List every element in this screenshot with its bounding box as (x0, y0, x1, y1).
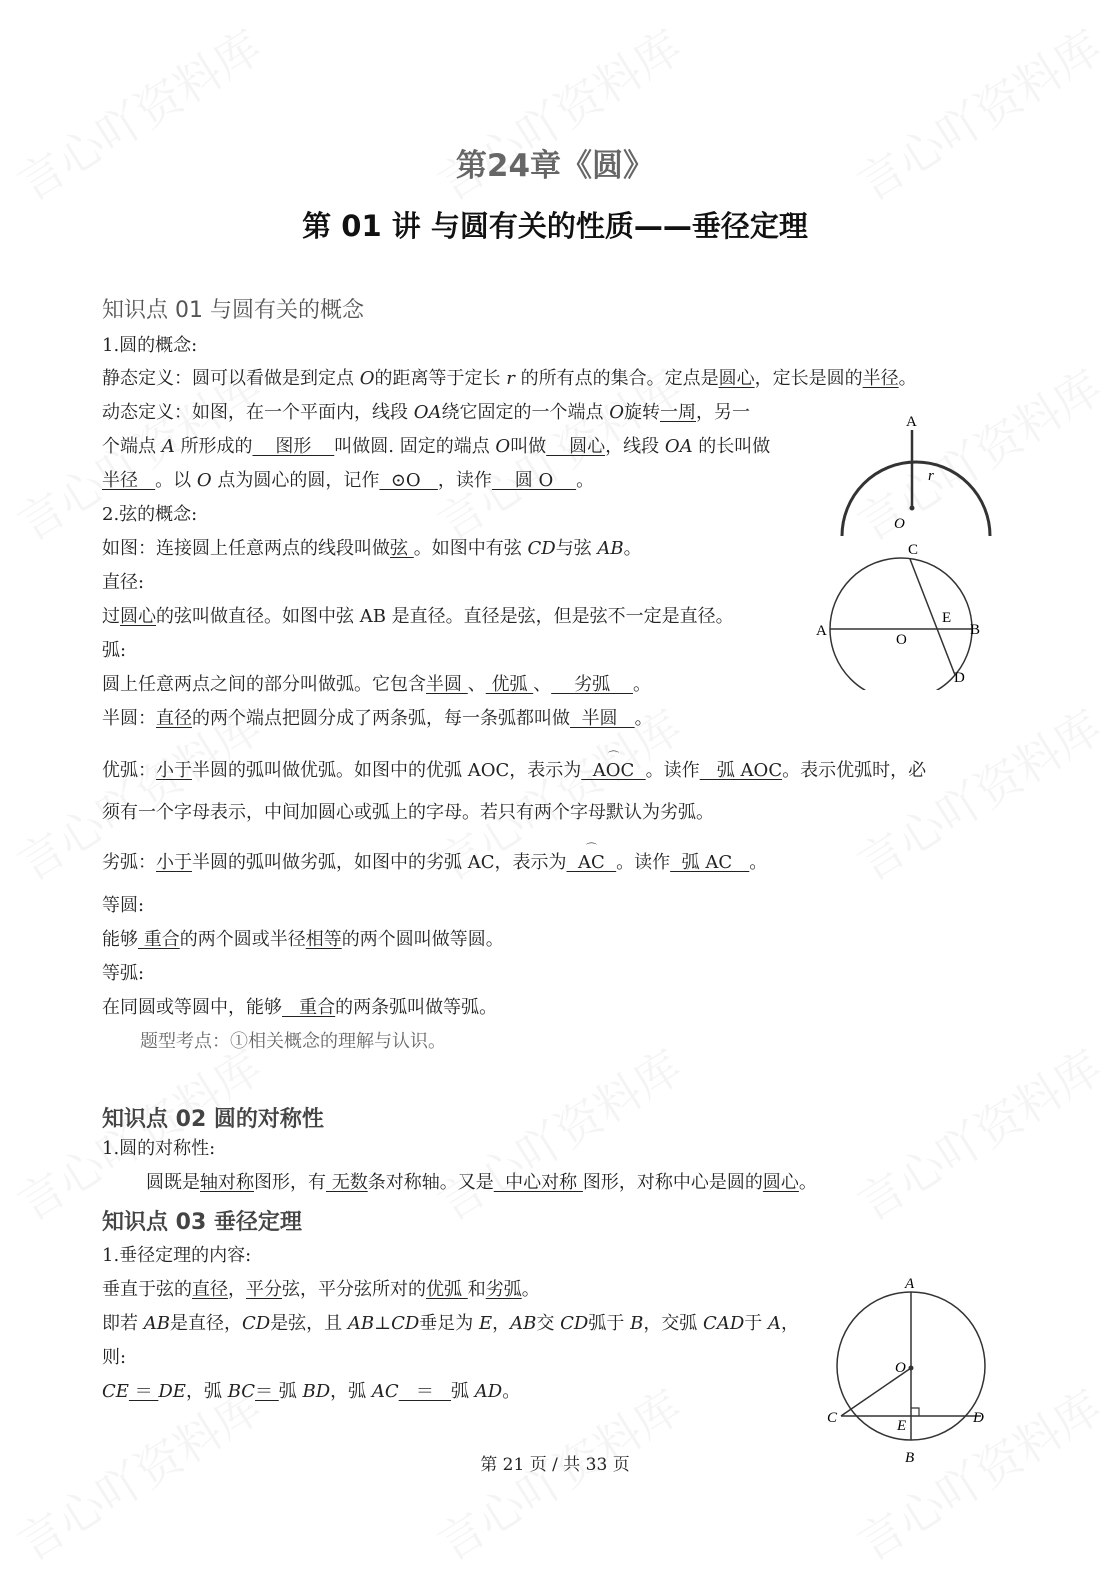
text-segment: 垂直于弦的 (102, 1279, 192, 1300)
answer-blank: 直径 (156, 708, 192, 729)
answer-blank: 小于 (156, 760, 192, 781)
text-segment: 交 (536, 1313, 561, 1334)
text-line (102, 503, 197, 527)
answer-blank: 中心对称 (493, 1172, 583, 1193)
text-segment: 1.圆的对称性: (102, 1138, 216, 1159)
answer-blank: 弧 AOC (699, 760, 783, 781)
answer-blank: 劣弧 (485, 1279, 522, 1300)
text-segment: A (767, 1313, 781, 1334)
text-segment: 图形，对称中心是圆的 (582, 1172, 763, 1193)
answer-blank: 直径 (192, 1279, 228, 1300)
text-segment: 半圆的弧叫做优弧。如图中的优弧 AOC，表示为 (192, 760, 582, 781)
text-segment: 的长叫做 (692, 436, 771, 457)
text-segment: O (196, 470, 212, 491)
answer-blank: 图形 (252, 436, 335, 457)
answer-blank: 相等 (305, 929, 342, 950)
text-segment: AB⊥CD (347, 1313, 420, 1334)
label-C: C (908, 542, 919, 558)
answer-blank: 半圆 (426, 674, 468, 695)
label-B: B (970, 622, 981, 638)
text-segment: AB (510, 1313, 537, 1334)
text-segment: 静态定义：圆可以看做是到定点 (102, 368, 360, 389)
text-segment: 1.垂径定理的内容: (102, 1245, 252, 1266)
text-segment: ，线段 (605, 436, 665, 457)
text-segment: CD (241, 1313, 271, 1334)
text-segment: 点为圆心的圆，记作 (211, 470, 380, 491)
text-line (102, 401, 750, 425)
text-line (102, 996, 497, 1020)
text-segment: 如图：连接圆上任意两点的线段叫做 (102, 538, 390, 559)
text-segment: 的两个圆叫做等圆。 (341, 929, 504, 950)
text-segment: 。如图中有弦 (413, 538, 528, 559)
text-segment: AB (597, 538, 624, 559)
label-O: O (896, 632, 907, 648)
text-segment: CAD (703, 1313, 745, 1334)
text-segment: 过 (102, 606, 120, 627)
answer-blank: 劣弧 (551, 674, 633, 695)
text-segment: 旋转 (624, 402, 660, 423)
text-segment: 等弧: (102, 963, 145, 984)
watermark (843, 692, 1110, 894)
answer-blank: 优弧 (485, 674, 534, 695)
answer-blank: 圆心 (762, 1172, 799, 1193)
text-segment: 2.弦的概念: (102, 504, 198, 525)
label-O: O (894, 516, 905, 532)
text-segment: AD (474, 1381, 503, 1402)
chapter-title: 第24章《圆》 (455, 148, 655, 184)
text-segment: 绕它固定的一个端点 (441, 402, 610, 423)
text-line (102, 928, 504, 952)
text-segment: 圆上任意两点之间的部分叫做弧。它包含 (102, 674, 426, 695)
answer-blank: 重合 (282, 997, 336, 1018)
text-line (102, 435, 770, 459)
text-segment: 弧: (102, 640, 127, 661)
watermark (423, 1032, 692, 1234)
text-segment: 。 (898, 368, 917, 389)
text-segment: CD (560, 1313, 589, 1334)
text-line (102, 801, 714, 825)
answer-blank: ＝ (398, 1381, 452, 1402)
text-segment: OA (664, 436, 693, 457)
answer-blank: 半径 (102, 470, 156, 491)
answer-blank: ⌒ AC (567, 851, 617, 875)
text-segment: CE (102, 1381, 129, 1402)
watermark (843, 1032, 1110, 1234)
label-r: r (928, 468, 934, 484)
text-segment: r (506, 368, 515, 389)
text-segment: 的弦叫做直径。如图中弦 AB 是直径。直径是弦，但是弦不一定是直径。 (156, 606, 734, 627)
label-B: B (905, 1450, 915, 1466)
text-segment: 的所有点的集合。定点是 (514, 368, 719, 389)
text-segment: 是直径， (169, 1313, 242, 1334)
text-segment: 所形成的 (174, 436, 253, 457)
text-line (102, 894, 144, 918)
text-line (102, 759, 926, 783)
answer-blank: 圆 O (491, 470, 577, 491)
figure-perpendicular-diameter (825, 1270, 995, 1470)
text-segment: 图形，有 (254, 1172, 326, 1193)
text-segment: 。表示优弧时，必 (782, 760, 927, 781)
text-line (102, 605, 734, 629)
text-segment: O (609, 402, 624, 423)
answer-blank: 小于 (156, 852, 192, 873)
text-segment: 在同圆或等圆中，能够 (102, 997, 282, 1018)
text-segment: 弧 (278, 1381, 303, 1402)
text-segment: ， (228, 1279, 246, 1300)
text-segment: 直径: (102, 572, 145, 593)
text-segment: 。 (502, 1381, 521, 1402)
text-line (146, 1171, 817, 1195)
answer-blank: 弧 AC (670, 852, 750, 873)
text-segment: ， (492, 1313, 511, 1334)
text-segment: 的两个端点把圆分成了两条弧，每一条弧都叫做 (192, 708, 570, 729)
text-segment: E (479, 1313, 493, 1334)
text-segment: 能够 (102, 929, 138, 950)
text-segment: 弦，平分弦所对的 (282, 1279, 426, 1300)
text-line (102, 639, 126, 663)
text-segment: 则: (102, 1347, 127, 1368)
text-line (102, 1312, 799, 1336)
text-line (102, 367, 917, 391)
text-segment: 垂足为 (419, 1313, 480, 1334)
text-segment: AC (371, 1381, 399, 1402)
text-line (102, 469, 594, 493)
answer-blank: 半圆 (570, 708, 635, 729)
text-segment: 的两个圆或半径 (179, 929, 306, 950)
text-segment: 。 (632, 674, 651, 695)
text-segment: 。读作 (616, 852, 671, 873)
text-segment: 。 (576, 470, 595, 491)
text-line (102, 1137, 215, 1161)
text-line (102, 1278, 540, 1302)
text-segment: ， (780, 1313, 799, 1334)
text-segment: 等圆: (102, 895, 145, 916)
section-heading-03: 知识点 03 垂径定理 (102, 1210, 302, 1235)
text-line (140, 1030, 446, 1054)
answer-blank: 轴对称 (200, 1172, 254, 1193)
text-line (102, 707, 653, 731)
text-segment: OA (413, 402, 442, 423)
text-segment: 动态定义：如图，在一个平面内，线段 (102, 402, 414, 423)
text-segment: 。以 (155, 470, 197, 491)
label-C: C (827, 1410, 838, 1426)
text-segment: 题型考点：①相关概念的理解与认识。 (140, 1031, 446, 1052)
text-segment: 弧于 (588, 1313, 631, 1334)
label-A: A (906, 414, 917, 430)
answer-blank: ＝ (128, 1381, 159, 1402)
text-segment: ，另一 (696, 402, 750, 423)
answer-blank: ⊙O (379, 470, 438, 491)
answer-blank: 圆心 (120, 606, 156, 627)
text-segment: O (359, 368, 375, 389)
answer-blank: 平分 (246, 1279, 282, 1300)
text-segment: ，定长是圆的 (754, 368, 863, 389)
text-segment: 条对称轴。又是 (367, 1172, 494, 1193)
text-segment: ，弧 (330, 1381, 372, 1402)
text-segment: 。 (521, 1279, 540, 1300)
answer-blank: ＝ (255, 1381, 279, 1402)
label-E: E (897, 1418, 907, 1434)
text-segment: A (161, 436, 175, 457)
answer-blank: 圆心 (546, 436, 606, 457)
text-segment: 须有一个字母表示，中间加圆心或弧上的字母。若只有两个字母默认为劣弧。 (102, 802, 714, 823)
text-line (102, 1380, 520, 1404)
lecture-title: 第 01 讲 与圆有关的性质——垂径定理 (302, 209, 808, 243)
answer-blank: 半径 (862, 368, 899, 389)
text-segment: 1.圆的概念: (102, 335, 198, 356)
text-line (102, 334, 197, 358)
text-segment: 和 (467, 1279, 486, 1300)
text-segment: 于 (744, 1313, 768, 1334)
text-segment: 叫做圆. 固定的端点 (334, 436, 496, 457)
page-footer: 第 21 页 / 共 33 页 (480, 1455, 630, 1475)
text-segment: O (495, 436, 511, 457)
text-segment: ，交弧 (643, 1313, 704, 1334)
text-segment: 、 (533, 674, 552, 695)
text-segment: 圆既是 (146, 1172, 200, 1193)
text-segment: ，读作 (437, 470, 492, 491)
figure-circle-radius (830, 408, 1000, 536)
answer-blank: ⌒ AOC (581, 759, 645, 783)
text-segment: 叫做 (510, 436, 547, 457)
text-segment: 的两条弧叫做等弧。 (335, 997, 498, 1018)
text-segment: 。 (634, 708, 653, 729)
text-segment: 。 (749, 852, 768, 873)
text-segment: 、 (467, 674, 486, 695)
section-heading-02: 知识点 02 圆的对称性 (102, 1107, 324, 1132)
text-segment: 劣弧： (102, 852, 156, 873)
text-segment: 半圆的弧叫做劣弧，如图中的劣弧 AC，表示为 (192, 852, 567, 873)
answer-blank: 圆心 (718, 368, 755, 389)
answer-blank: 优弧 (426, 1279, 468, 1300)
label-E: E (942, 610, 952, 626)
text-segment: 是弦，且 (270, 1313, 348, 1334)
label-D: D (954, 670, 965, 686)
figure-chord-diameter (810, 540, 990, 690)
label-O: O (895, 1360, 906, 1376)
label-D: D (973, 1410, 984, 1426)
text-line (102, 1346, 126, 1370)
text-segment: AB (143, 1313, 170, 1334)
text-segment: 。 (798, 1172, 817, 1193)
answer-blank: 弦 (390, 538, 414, 559)
text-segment: 。读作 (645, 760, 700, 781)
text-segment: 即若 (102, 1313, 144, 1334)
label-A: A (905, 1276, 915, 1292)
label-A: A (816, 623, 827, 639)
text-segment: 半圆： (102, 708, 156, 729)
text-segment: CD (527, 538, 556, 559)
text-segment: DE (158, 1381, 186, 1402)
text-segment: B (630, 1313, 644, 1334)
section-heading-01: 知识点 01 与圆有关的概念 (102, 298, 364, 323)
text-line (102, 571, 144, 595)
text-line (102, 851, 767, 875)
watermark (3, 1032, 272, 1234)
answer-blank: 重合 (138, 929, 180, 950)
text-segment: BD (302, 1381, 331, 1402)
text-segment: 优弧： (102, 760, 156, 781)
text-line (102, 673, 651, 697)
text-segment: 与弦 (555, 538, 598, 559)
text-line (102, 1244, 251, 1268)
text-segment: 个端点 (102, 436, 162, 457)
text-line (102, 962, 144, 986)
answer-blank: 一周 (660, 402, 696, 423)
text-line (102, 537, 642, 561)
answer-blank: 无数 (326, 1172, 368, 1193)
text-segment: BC (227, 1381, 256, 1402)
text-segment: 弧 (451, 1381, 475, 1402)
text-segment: 的距离等于定长 (374, 368, 507, 389)
text-segment: 。 (623, 538, 642, 559)
text-segment: ，弧 (185, 1381, 228, 1402)
